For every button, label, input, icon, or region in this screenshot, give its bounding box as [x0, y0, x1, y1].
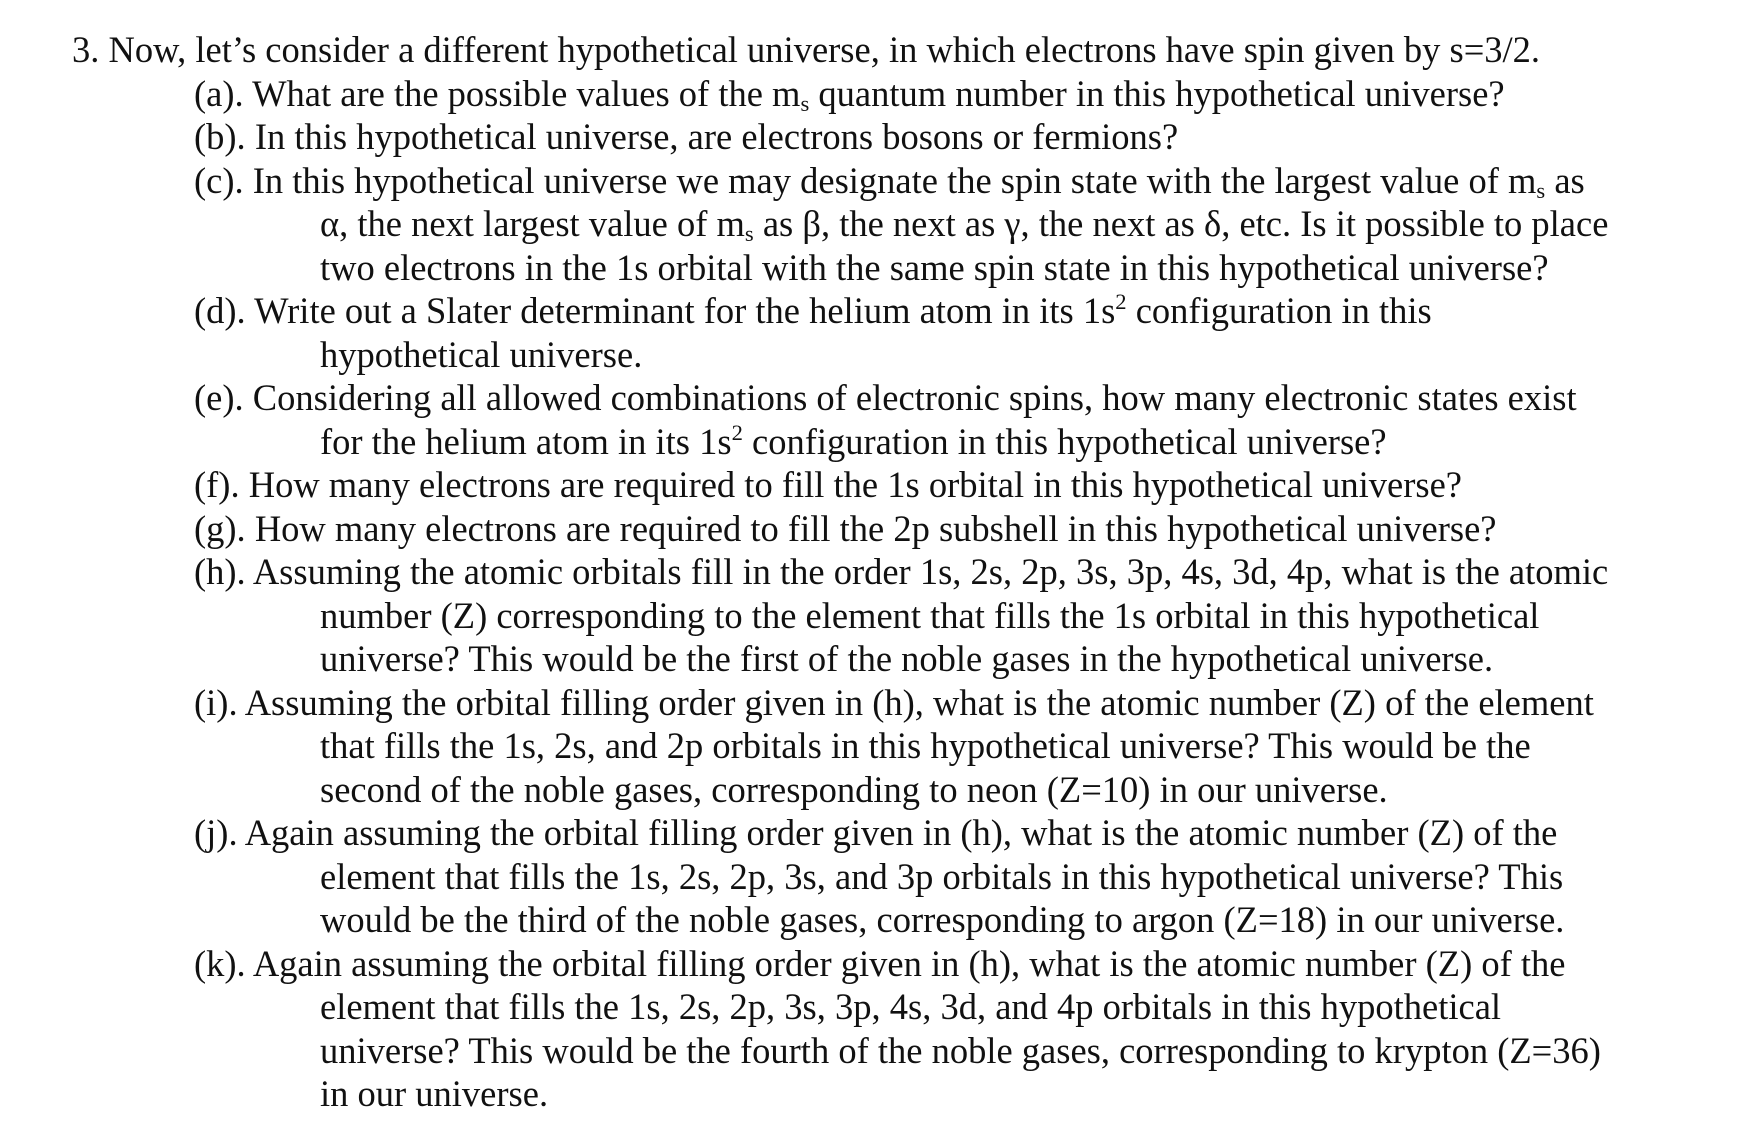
- question-text: Write out a Slater determinant for the helium atom in its 1s: [254, 290, 1116, 331]
- question-part-continuation-line: [194, 1029, 1754, 1073]
- question-part-continuation-line: [194, 637, 1754, 681]
- question-text: universe? This would be the fourth of the noble gases, corresponding to krypton (Z=36): [320, 1029, 1601, 1071]
- question-part-label: (d).: [194, 290, 246, 331]
- question-part-continuation-line: [194, 202, 1754, 246]
- question-part-label: (i).: [194, 681, 238, 723]
- question-text: Assuming the orbital filling order given in (h), what is the atomic number (Z) of the element: [244, 681, 1594, 723]
- question-text: quantum number in this hypothetical universe?: [809, 72, 1505, 114]
- subscript-text: s: [744, 220, 754, 246]
- question-part: [194, 72, 1754, 116]
- question-text: Assuming the atomic orbitals fill in the order 1s, 2s, 2p, 3s, 3p, 4s, 3d, 4p, what is the atomic: [252, 551, 1609, 592]
- question-part-continuation-line: [194, 724, 1754, 768]
- question-part-first-line: [194, 507, 1754, 551]
- question-part-continuation-line: [194, 333, 1754, 377]
- question-part-label: (e).: [194, 377, 244, 418]
- question-text: Again assuming the orbital filling order given in (h), what is the atomic number (Z) of the: [244, 812, 1558, 853]
- question-part-continuation-line: [194, 985, 1754, 1029]
- question-text: that fills the 1s, 2s, and 2p orbitals in this hypothetical universe? This would be the: [320, 725, 1531, 766]
- subscript-text: s: [800, 90, 810, 116]
- question-part-first-line: [194, 681, 1754, 725]
- question-text: second of the noble gases, corresponding to neon (Z=10) in our universe.: [320, 768, 1388, 810]
- question-part-label: (k).: [194, 942, 246, 984]
- question-part: [194, 681, 1754, 812]
- question-part: [194, 289, 1754, 376]
- question-part-label: (j).: [194, 812, 238, 853]
- question-part-continuation-line: [194, 420, 1754, 464]
- question-part-first-line: [194, 289, 1754, 333]
- question-text: How many electrons are required to fill the 1s orbital in this hypothetical universe?: [248, 464, 1462, 505]
- question-part-continuation-line: [194, 855, 1754, 899]
- question-parts-list: [194, 72, 1754, 1116]
- question-text: In this hypothetical universe we may designate the spin state with the largest value of m: [252, 159, 1537, 201]
- question-part-label: (a).: [194, 72, 244, 114]
- question-part-first-line: [194, 115, 1754, 159]
- question-text: element that fills the 1s, 2s, 2p, 3s, and 3p orbitals in this hypothetical universe? This: [320, 855, 1564, 897]
- question-part-continuation-line: [194, 594, 1754, 638]
- question-text: configuration in this hypothetical universe?: [742, 420, 1387, 462]
- question-text: α, the next largest value of m: [320, 203, 745, 244]
- question-text: In this hypothetical universe, are electrons bosons or fermions?: [254, 116, 1179, 157]
- question-text: would be the third of the noble gases, corresponding to argon (Z=18) in our universe.: [320, 899, 1565, 940]
- question-text: configuration in this: [1126, 290, 1432, 331]
- question-part-continuation-line: [194, 768, 1754, 812]
- question-part-label: (b).: [194, 116, 246, 157]
- question-part-label: (g).: [194, 507, 246, 549]
- question-part: [194, 159, 1754, 290]
- question-text: What are the possible values of the m: [252, 72, 801, 114]
- question-part: [194, 942, 1754, 1116]
- question-text: for the helium atom in its 1s: [320, 420, 732, 462]
- question-part: [194, 550, 1754, 681]
- question-part-label: (f).: [194, 464, 240, 505]
- question-part: [194, 376, 1754, 463]
- question-part-label: (c).: [194, 159, 244, 201]
- question-part-first-line: [194, 72, 1754, 116]
- question-text: two electrons in the 1s orbital with the same spin state in this hypothetical universe?: [320, 246, 1549, 288]
- question-part: [194, 811, 1754, 942]
- question-text: How many electrons are required to fill the 2p subshell in this hypothetical universe?: [254, 507, 1497, 549]
- question-part-first-line: [194, 550, 1754, 594]
- question-text: Considering all allowed combinations of electronic spins, how many electronic states exist: [252, 377, 1577, 418]
- question-text: number (Z) corresponding to the element that fills the 1s orbital in this hypothetical: [320, 594, 1540, 636]
- question-part: [194, 507, 1754, 551]
- question-part: [194, 463, 1754, 507]
- question-text: in our universe.: [320, 1073, 549, 1114]
- question-part-first-line: [194, 376, 1754, 420]
- question-part-continuation-line: [194, 898, 1754, 942]
- question-text: universe? This would be the first of the noble gases in the hypothetical universe.: [320, 638, 1494, 679]
- question-part-first-line: [194, 811, 1754, 855]
- question-text: Again assuming the orbital filling order given in (h), what is the atomic number (Z) of the: [252, 942, 1566, 984]
- question-text: hypothetical universe.: [320, 333, 643, 375]
- question-text: as: [1545, 159, 1585, 201]
- question-part-first-line: [194, 463, 1754, 507]
- superscript-text: 2: [731, 419, 743, 445]
- problem-heading: [72, 28, 1540, 72]
- subscript-text: s: [1536, 177, 1546, 203]
- superscript-text: 2: [1115, 288, 1127, 314]
- question-text: as β, the next as γ, the next as δ, etc. Is it possible to place: [753, 203, 1609, 244]
- question-part-label: (h).: [194, 551, 246, 592]
- question-part: [194, 115, 1754, 159]
- problem-intro: Now, let’s consider a different hypothetical universe, in which electrons have spin given by s=3/2.: [108, 29, 1541, 70]
- question-part-first-line: [194, 159, 1754, 203]
- question-part-first-line: [194, 942, 1754, 986]
- question-part-continuation-line: [194, 1072, 1754, 1116]
- problem-number: 3.: [72, 29, 100, 70]
- question-part-continuation-line: [194, 246, 1754, 290]
- question-text: element that fills the 1s, 2s, 2p, 3s, 3p, 4s, 3d, and 4p orbitals in this hypothetical: [320, 986, 1502, 1027]
